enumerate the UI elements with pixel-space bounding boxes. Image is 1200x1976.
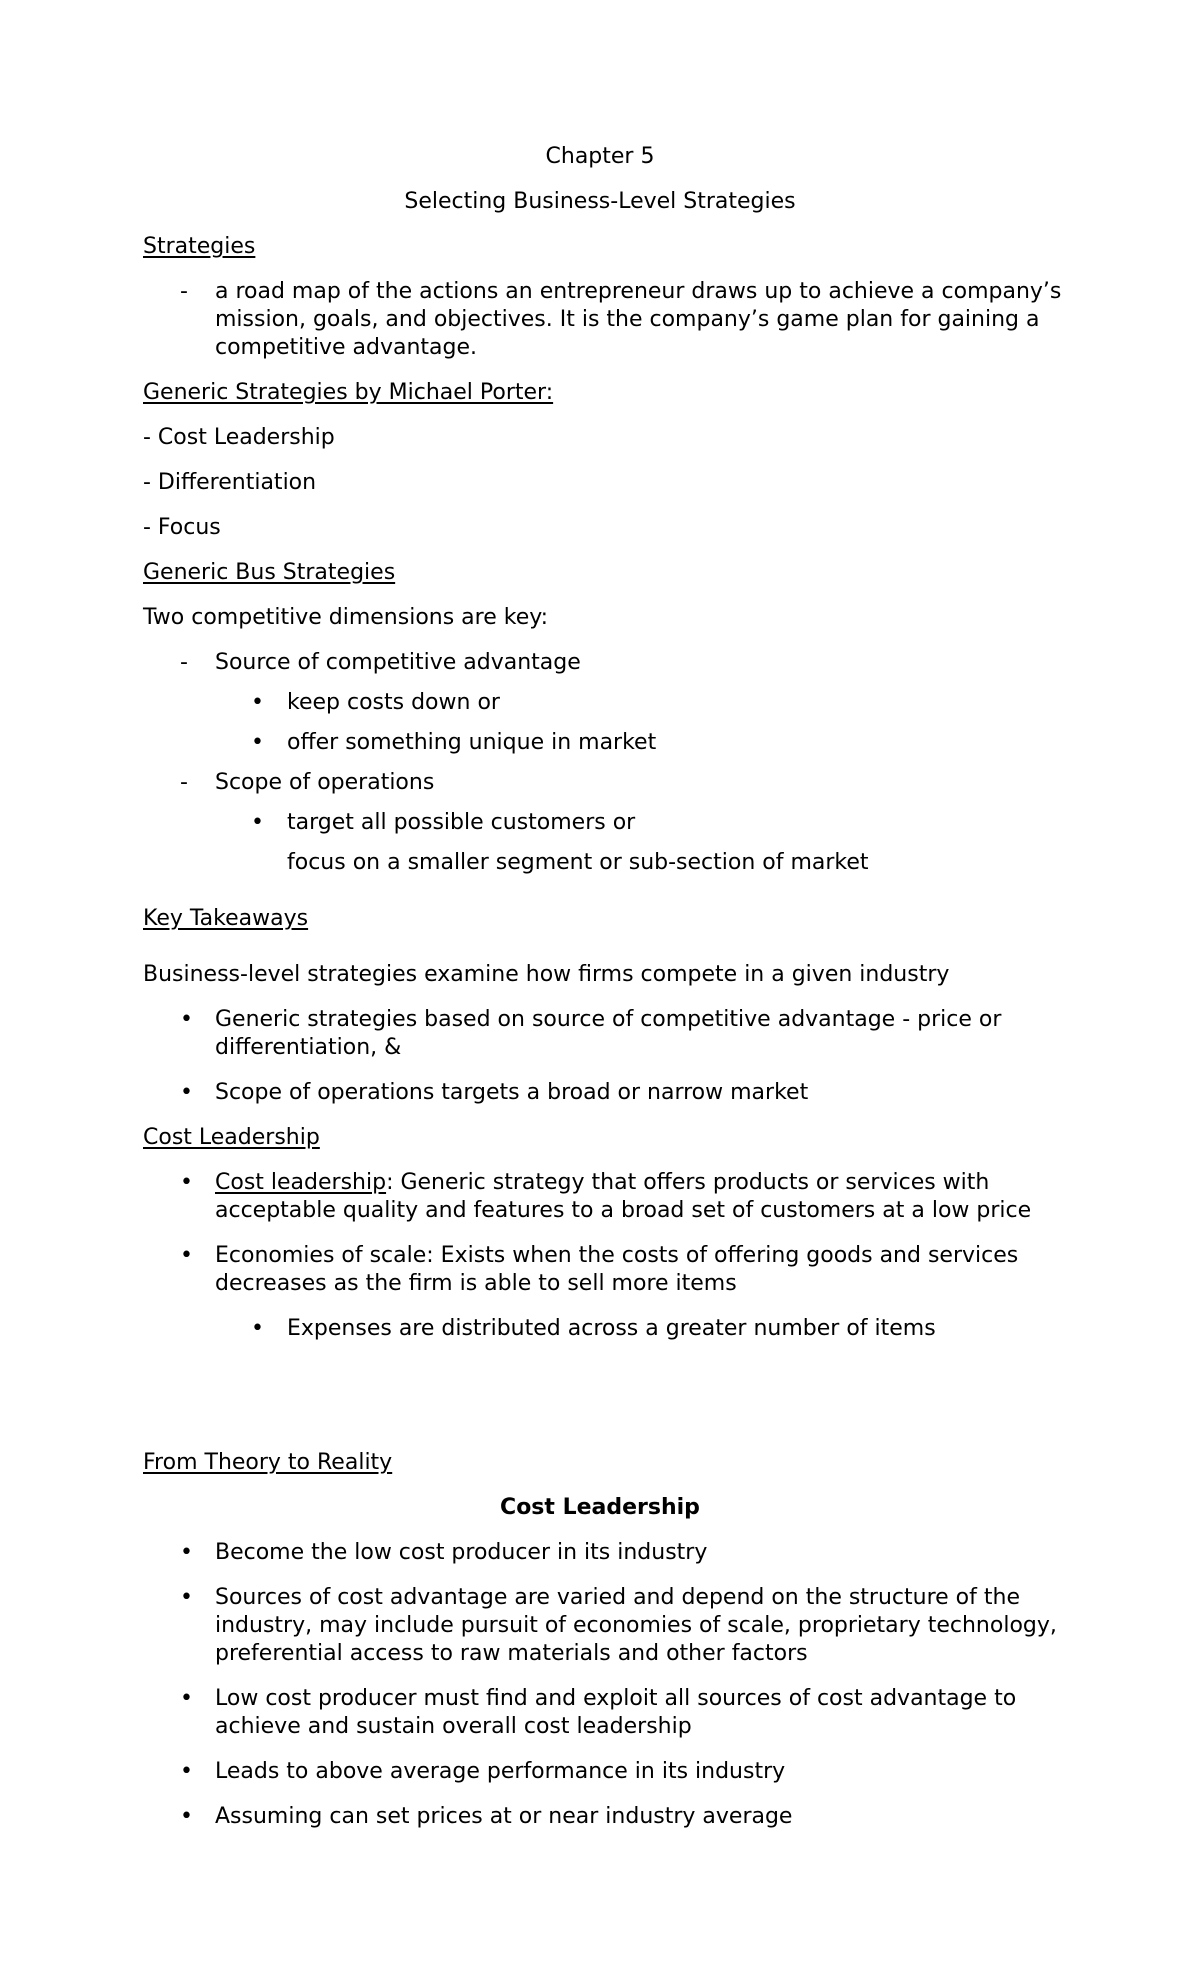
theory-item: Sources of cost advantage are varied and depend on the structure of the [215,1585,1020,1610]
bullet-marker: • [251,730,264,755]
strategies-definition-line: competitive advantage. [215,335,478,360]
cost-leadership-definition-line: acceptable quality and features to a broad set of customers at a low price [215,1198,1032,1223]
strategies-definition-line: mission, goals, and objectives. It is the company’s game plan for gaining a [215,307,1040,332]
theory-item: preferential access to raw materials and other factors [215,1641,808,1666]
economies-of-scale-line: decreases as the firm is able to sell more items [215,1271,737,1296]
bullet-marker: • [180,1585,193,1610]
scope-label: Scope of operations [215,770,435,795]
bullet-marker: • [180,1540,193,1565]
dash-marker: - [180,650,188,675]
bullet-marker: • [251,1316,264,1341]
source-label: Source of competitive advantage [215,650,581,675]
theory-heading: From Theory to Reality [143,1450,393,1475]
cost-leadership-definition [215,1169,989,1197]
bullet-marker: • [180,1080,193,1105]
cost-leadership-heading: Cost Leadership [143,1125,320,1150]
bullet-marker: • [180,1243,193,1268]
dash-marker: - [180,770,188,795]
source-item: offer something unique in market [287,730,657,755]
bullet-marker: • [180,1759,193,1784]
takeaway-item: Generic strategies based on source of competitive advantage - price or [215,1007,1002,1032]
bullet-marker: • [251,690,264,715]
theory-item: Low cost producer must find and exploit all sources of cost advantage to [215,1686,1017,1711]
chapter-title: Chapter 5 [545,144,655,169]
key-takeaways-heading: Key Takeaways [143,906,309,931]
takeaways-intro: Business-level strategies examine how firms compete in a given industry [143,962,950,987]
strategies-heading: Strategies [143,234,256,259]
bullet-marker: • [180,1686,193,1711]
economies-of-scale-line: Economies of scale: Exists when the costs of offering goods and services [215,1243,1019,1268]
theory-item: industry, may include pursuit of economies of scale, proprietary technology, [215,1613,1057,1638]
cost-leadership-term: Cost leadership [215,1170,387,1195]
scope-continuation: focus on a smaller segment or sub-section of market [287,850,869,875]
theory-item: Assuming can set prices at or near industry average [215,1804,793,1829]
bullet-marker: • [180,1007,193,1032]
takeaway-item: differentiation, & [215,1035,402,1060]
bullet-marker: • [180,1804,193,1829]
cost-leadership-definition-text: : Generic strategy that offers products or services with [386,1170,990,1195]
theory-bold-title: Cost Leadership [500,1495,700,1520]
strategies-definition-line: a road map of the actions an entrepreneur draws up to achieve a company’s [215,279,1062,304]
porter-item: - Focus [143,515,221,540]
theory-item: achieve and sustain overall cost leadership [215,1714,692,1739]
takeaway-item: Scope of operations targets a broad or narrow market [215,1080,809,1105]
economies-sub-item: Expenses are distributed across a greater number of items [287,1316,936,1341]
chapter-subtitle: Selecting Business-Level Strategies [404,189,796,214]
generic-bus-intro: Two competitive dimensions are key: [143,605,549,630]
porter-heading: Generic Strategies by Michael Porter: [143,380,554,405]
scope-item: target all possible customers or [287,810,636,835]
theory-item: Become the low cost producer in its industry [215,1540,708,1565]
dash-marker: - [180,279,188,304]
theory-item: Leads to above average performance in its industry [215,1759,786,1784]
bullet-marker: • [180,1170,193,1195]
bullet-marker: • [251,810,264,835]
porter-item: - Cost Leadership [143,425,335,450]
porter-item: - Differentiation [143,470,317,495]
generic-bus-heading: Generic Bus Strategies [143,560,396,585]
source-item: keep costs down or [287,690,500,715]
